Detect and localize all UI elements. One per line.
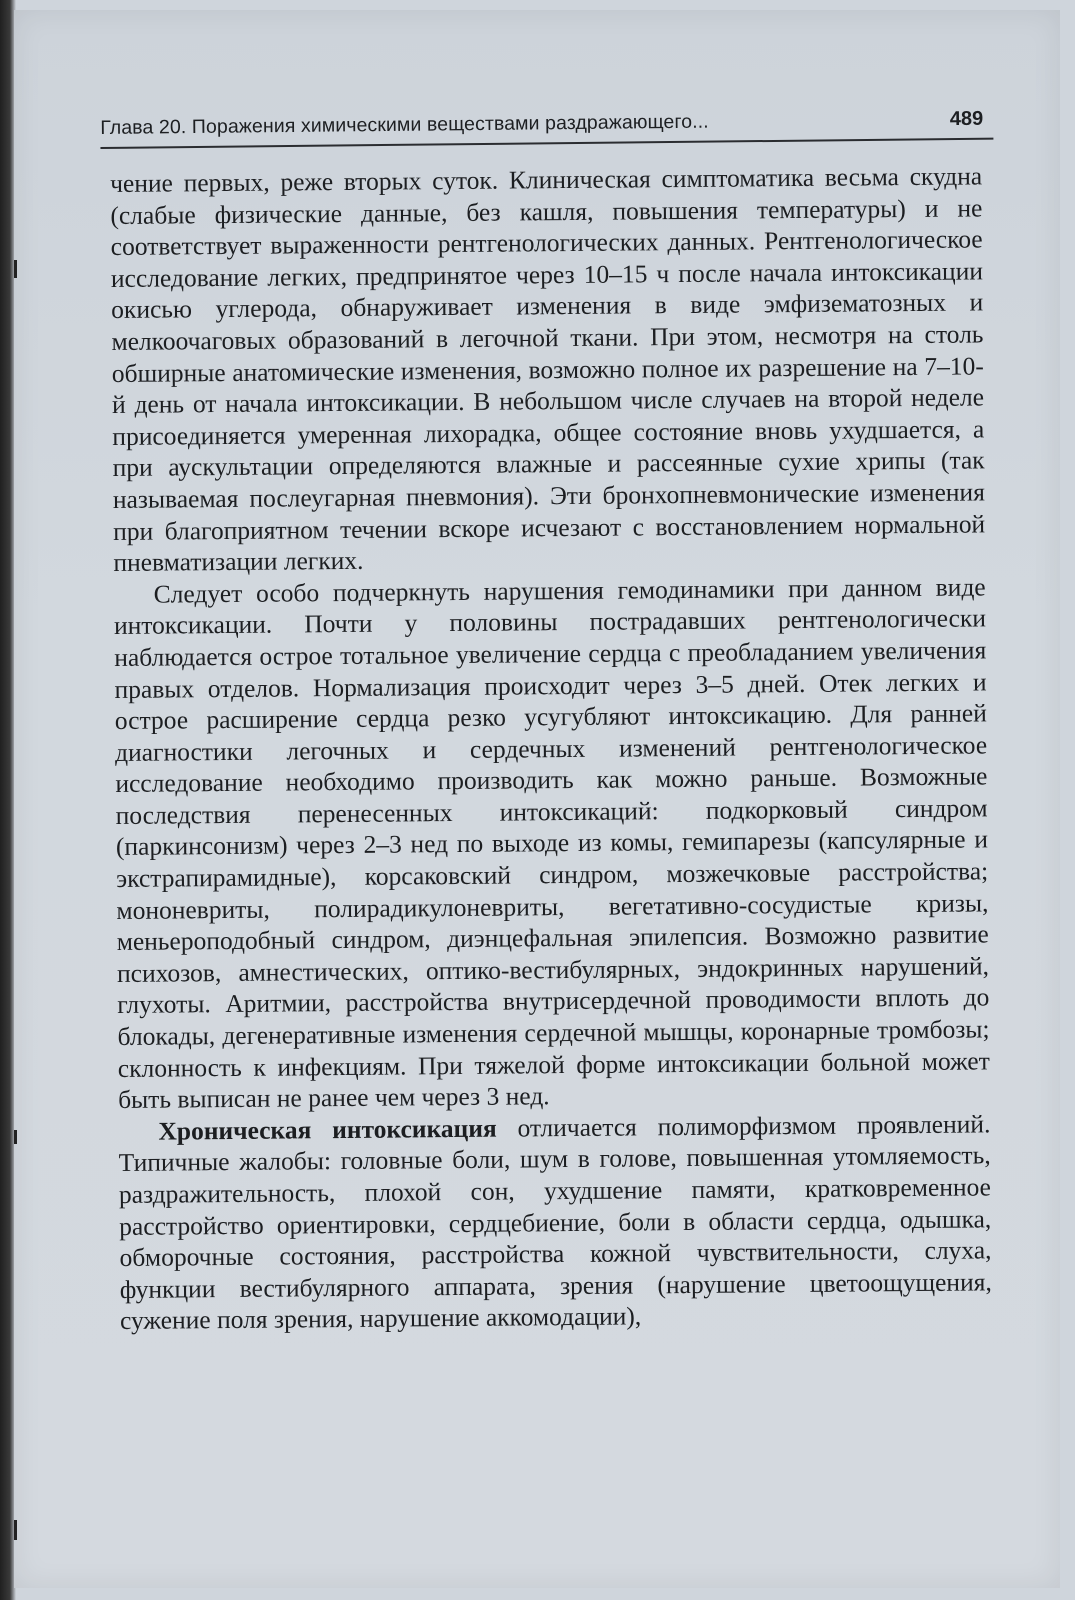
paragraph-text: отличается полиморфизмом проявлений. Типичные жалобы: головные боли, шум в голове, повышенная утомляемость, раздражительность, плохой сон, ухудшение памяти, кратковременное расстройство ориентировки, сердцебиение, боли в области сердца, одышка, обморочные состояния, расстройства кожной чувствительности, слуха, функции вестибулярного аппарата, зрения (нарушение цветоощущения, сужение поля зрения, нарушение аккомодации), [118, 1109, 992, 1336]
bold-term: Хроническая интоксикация [158, 1113, 497, 1146]
binding-mark [14, 1130, 17, 1144]
binding-mark [14, 260, 17, 278]
paragraph: чение первых, реже вторых суток. Клиническая симптоматика весьма скудна (слабые физические данные, без кашля, повышения температуры) и не соответствует выраженности рентгенологических данных. Рентгенологическое исследование легких, предпринятое через 10–15 ч после начала интоксикации окисью углерода, обнаруживает изменения в виде эмфизематозных и мелкоочаговых образований в легочной ткани. При этом, несмотря на столь обширные анатомические изменения, возможно полное их разрешение на 7–10-й день от начала интоксикации. В небольшом числе случаев на второй неделе присоединяется умеренная лихорадка, общее состояние вновь ухудшается, а при аускультации определяются влажные и рассеянные сухие хрипы (так называемая послеугарная пневмония). Эти бронхопневмонические изменения при благоприятном течении вскоре исчезают с восстановлением нормальной пневматизации легких. [110, 161, 986, 578]
running-title: Глава 20. Поражения химическими веществами раздражающего... [100, 110, 709, 139]
body-text [110, 160, 992, 1337]
paragraph: Следует особо подчеркнуть нарушения гемодинамики при данном виде интоксикации. Почти у половины пострадавших рентгенологически наблюдается острое тотальное увеличение сердца с преобладанием увеличения правых отделов. Нормализация происходит через 3–5 дней. Отек легких и острое расширение сердца резко усугубляют интоксикацию. Для ранней диагностики легочных и сердечных изменений рентгенологическое исследование необходимо производить как можно раньше. Возможные последствия перенесенных интоксикаций: подкорковый синдром (паркинсонизм) через 2–3 нед по выходе из комы, гемипарезы (капсулярные и экстрапирамидные), корсаковский синдром, мозжечковые расстройства; мононевриты, полирадикулоневриты, вегетативно-сосудистые кризы, меньероподобный синдром, диэнцефальная эпилепсия. Возможно развитие психозов, амнестических, оптико-вестибулярных, эндокринных нарушений, глухоты. Аритмии, расстройства внутрисердечной проводимости вплоть до блокады, дегенеративные изменения сердечной мышцы, коронарные тромбозы; склонность к инфекциям. При тяжелой форме интоксикации больной может быть выписан не ранее чем через 3 нед. [113, 572, 990, 1115]
page-number: 489 [949, 107, 984, 131]
page-header [100, 94, 993, 153]
binding-mark [14, 1520, 17, 1540]
paragraph [118, 1108, 992, 1337]
